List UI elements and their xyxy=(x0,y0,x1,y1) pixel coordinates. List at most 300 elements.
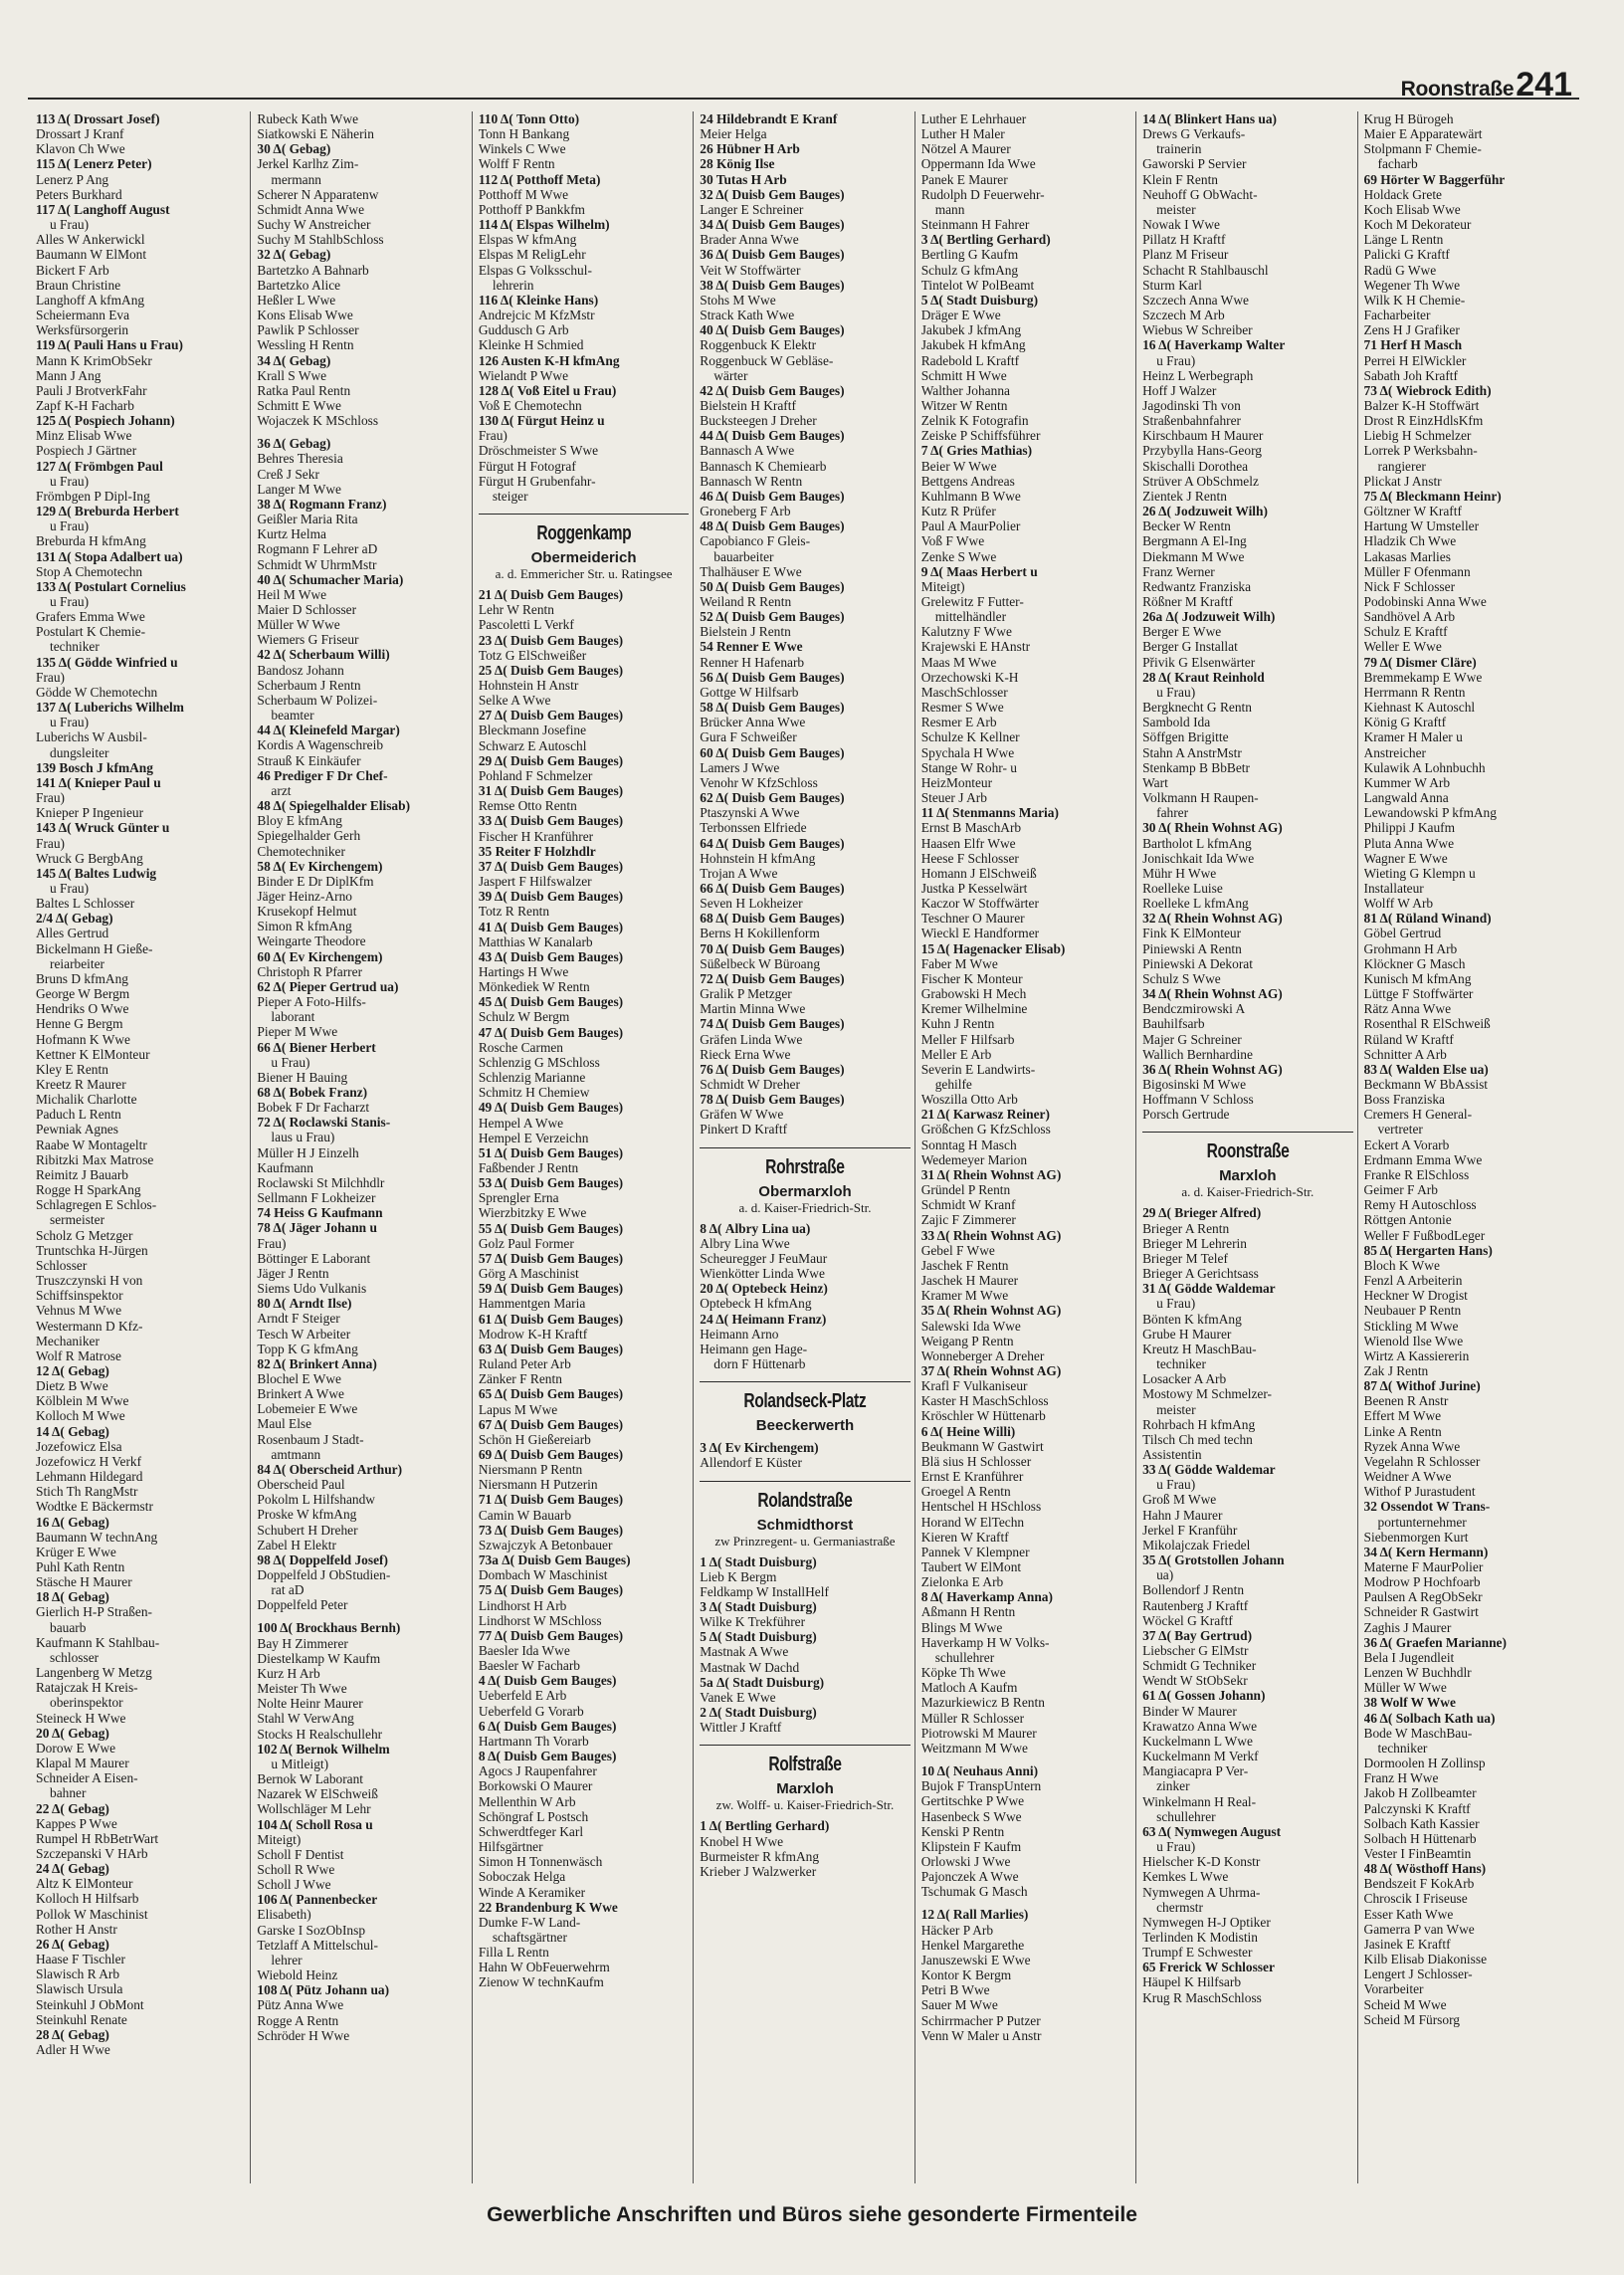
directory-entry: Jagodinski Th von xyxy=(1142,397,1241,413)
directory-entry: Bollendorf J Rentn xyxy=(1142,1582,1245,1598)
directory-entry: 8 Δ( Albry Lina ua) xyxy=(700,1220,811,1236)
directory-entry: 53 Δ( Duisb Gem Bauges) xyxy=(478,1175,624,1191)
directory-entry: Gräfen W Wwe xyxy=(700,1107,784,1123)
directory-entry: Linke A Rentn xyxy=(1363,1423,1442,1439)
directory-entry: 20 Δ( Optebeck Heinz) xyxy=(700,1281,828,1297)
directory-entry: 44 Δ( Duisb Gem Bauges) xyxy=(700,428,845,444)
directory-entry: beamter xyxy=(271,708,314,724)
directory-entry: Martin Minna Wwe xyxy=(700,1001,806,1017)
directory-entry: 28 König Ilse xyxy=(700,156,775,172)
directory-entry: Vanek E Wwe xyxy=(700,1689,776,1705)
directory-entry: Solbach Kath Kassier xyxy=(1363,1815,1480,1831)
directory-entry: Rautenberg J Kraftf xyxy=(1142,1597,1249,1613)
directory-entry: Meister Th Wwe xyxy=(257,1681,347,1697)
directory-entry: Wiemers G Friseur xyxy=(257,632,359,648)
directory-entry: Berger E Wwe xyxy=(1142,624,1222,640)
directory-entry: Lobemeier E Wwe xyxy=(257,1401,358,1417)
directory-entry: Paulsen A RegObSekr xyxy=(1363,1589,1483,1605)
directory-entry: Pospiech J Gärtner xyxy=(36,443,137,459)
directory-entry: Mechaniker xyxy=(36,1333,100,1348)
directory-entry xyxy=(257,1612,467,1620)
directory-entry: Kalutzny F Wwe xyxy=(920,624,1012,640)
directory-entry: Kummer W Arb xyxy=(1363,774,1451,790)
directory-entry: Behres Theresia xyxy=(257,451,343,467)
directory-entry: Kuhn J Rentn xyxy=(920,1016,995,1032)
directory-entry: Biener H Bauing xyxy=(257,1069,348,1085)
street-location-note: a. d. Emmericher Str. u. Ratingsee xyxy=(495,566,673,582)
directory-entry: u Frau) xyxy=(50,594,90,609)
directory-entry: Bujok F TranspUntern xyxy=(920,1778,1042,1794)
directory-entry: Pollok W Maschinist xyxy=(36,1906,148,1922)
directory-entry: Peters Burkhard xyxy=(36,186,122,202)
street-section-header xyxy=(700,1745,910,1812)
directory-entry: lehrerin xyxy=(492,277,534,293)
directory-entry: 36 Δ( Rhein Wohnst AG) xyxy=(1142,1061,1283,1077)
directory-entry: Gräfen Linda Wwe xyxy=(700,1031,803,1047)
directory-entry: 130 Δ( Fürgut Heinz u xyxy=(478,413,605,429)
directory-entry: Lakasas Marlies xyxy=(1363,548,1451,564)
directory-entry: Haasen Elfr Wwe xyxy=(920,835,1016,851)
directory-entry: 37 Δ( Rhein Wohnst AG) xyxy=(920,1362,1062,1378)
directory-entry: Henkel Margarethe xyxy=(920,1937,1025,1953)
directory-entry: Remy H Autoschloss xyxy=(1363,1197,1477,1213)
directory-entry: 62 Δ( Duisb Gem Bauges) xyxy=(700,790,845,806)
directory-entry: Beckmann W BbAssist xyxy=(1363,1077,1489,1092)
directory-entry: 14 Δ( Gebag) xyxy=(36,1423,109,1439)
directory-entry: Lüttge F Stoffwärter xyxy=(1363,986,1474,1002)
directory-entry: Palczynski K Kraftf xyxy=(1363,1800,1471,1816)
directory-entry: Müller H J Einzelh xyxy=(257,1144,359,1160)
directory-entry: 72 Δ( Roclawski Stanis- xyxy=(257,1115,391,1131)
directory-entry: 75 Δ( Duisb Gem Bauges) xyxy=(478,1582,624,1598)
directory-entry: HeizMonteur xyxy=(920,774,993,790)
directory-entry: 9 Δ( Maas Herbert u xyxy=(920,563,1038,579)
directory-entry: Bergknecht G Rentn xyxy=(1142,700,1252,716)
directory-entry: 2 Δ( Stadt Duisburg) xyxy=(700,1705,817,1721)
directory-entry: 36 Δ( Gebag) xyxy=(257,436,331,452)
directory-entry: Jäger Heinz-Arno xyxy=(257,888,352,904)
directory-entry xyxy=(921,1899,1131,1907)
directory-entry: Bloch K Wwe xyxy=(1363,1257,1440,1273)
directory-entry: Schmidt G Techniker xyxy=(1142,1658,1257,1674)
directory-entry: 34 Δ( Gebag) xyxy=(257,352,331,368)
directory-entry: u Frau) xyxy=(50,217,90,233)
directory-entry: Baesler W Facharb xyxy=(478,1658,580,1674)
directory-entry: Lehmann Hildegard xyxy=(36,1469,143,1485)
directory-entry: 69 Δ( Duisb Gem Bauges) xyxy=(478,1446,624,1462)
directory-entry: techniker xyxy=(1156,1356,1206,1372)
directory-entry: Süßelbeck W Büroang xyxy=(700,955,821,971)
directory-entry: Schneider A Eisen- xyxy=(36,1770,138,1786)
directory-entry: Modrow P Hochfoarb xyxy=(1363,1574,1481,1590)
directory-entry: Schacht R Stahlbauschl xyxy=(1142,262,1269,278)
directory-entry: 20 Δ( Gebag) xyxy=(36,1725,109,1741)
directory-entry: 100 Δ( Brockhaus Bernh) xyxy=(257,1620,401,1636)
directory-entry: bauarbeiter xyxy=(713,548,774,564)
directory-entry: Wolff W Arb xyxy=(1363,896,1434,912)
directory-entry: Langwald Anna xyxy=(1363,790,1449,806)
directory-entry: Brieger M Lehrerin xyxy=(1142,1235,1247,1251)
directory-entry: Strack Kath Wwe xyxy=(700,308,795,323)
running-head-street: Roonstraße xyxy=(1400,78,1515,101)
directory-entry: Mikolajczak Friedel xyxy=(1142,1537,1251,1552)
directory-entry: Fischer H Kranführer xyxy=(478,828,594,844)
directory-entry: 6 Δ( Duisb Gem Bauges) xyxy=(478,1718,617,1734)
directory-entry: Müller W Wwe xyxy=(1363,1680,1447,1696)
directory-entry: schlosser xyxy=(50,1649,100,1665)
directory-entry: George W Bergm xyxy=(36,986,130,1002)
directory-entry: Proske W kfmAng xyxy=(257,1507,357,1523)
directory-entry: 22 Brandenburg K Wwe xyxy=(478,1899,618,1915)
directory-entry: Niersmann P Rentn xyxy=(478,1462,583,1478)
directory-entry: Knieper P Ingenieur xyxy=(36,805,144,821)
directory-entry: Pauli J BrotverkFahr xyxy=(36,382,147,398)
directory-entry: 74 Heiss G Kaufmann xyxy=(257,1205,383,1221)
directory-entry: Christoph R Pfarrer xyxy=(257,963,363,979)
directory-entry: Doppelfeld J ObStudien- xyxy=(257,1567,391,1582)
directory-entry: Schön H Gießereiarb xyxy=(478,1431,591,1447)
directory-entry: Gertitschke P Wwe xyxy=(920,1793,1025,1809)
directory-entry: Kons Elisab Wwe xyxy=(257,308,353,323)
directory-entry: Taubert W ElMont xyxy=(920,1559,1022,1574)
directory-entry: Krug R MaschSchloss xyxy=(1142,1989,1262,2005)
directory-entry: Garske I SozObInsp xyxy=(257,1922,366,1938)
directory-entry: Anstreicher xyxy=(1363,744,1426,760)
directory-entry: Roggenbuck K Elektr xyxy=(700,337,817,353)
directory-entry: Schmidt W Dreher xyxy=(700,1077,800,1092)
directory-entry: Tetzlaff A Mittelschul- xyxy=(257,1937,378,1953)
directory-entry: Elspas G Volksschul- xyxy=(478,262,592,278)
directory-entry: Scherbaum W Polizei- xyxy=(257,692,378,708)
directory-entry: Ruland Peter Arb xyxy=(478,1356,571,1372)
directory-entry: Pawlik P Schlosser xyxy=(257,322,359,338)
directory-entry: Renner H Hafenarb xyxy=(700,654,805,670)
directory-entry: Schulz G kfmAng xyxy=(920,262,1019,278)
directory-entry: Wagner E Wwe xyxy=(1363,850,1448,866)
directory-entry: 66 Δ( Biener Herbert xyxy=(257,1039,376,1055)
directory-entry: Panek E Maurer xyxy=(920,171,1008,187)
directory-entry: 41 Δ( Duisb Gem Bauges) xyxy=(478,919,624,934)
directory-entry: Heinz L Werbegraph xyxy=(1142,367,1254,383)
directory-entry: Elspas W kfmAng xyxy=(478,232,577,248)
directory-entry: Cremers H General- xyxy=(1363,1107,1473,1123)
street-section-header xyxy=(479,514,689,581)
directory-entry: u Mitleigt) xyxy=(271,1756,329,1771)
directory-entry: Zak J Rentn xyxy=(1363,1362,1429,1378)
directory-entry: Erdmann Emma Wwe xyxy=(1363,1151,1483,1167)
directory-entry: Breburda H kfmAng xyxy=(36,533,146,549)
directory-entry: 12 Δ( Gebag) xyxy=(36,1362,109,1378)
directory-entry: Köpke Th Wwe xyxy=(920,1665,1006,1681)
directory-entry: Szwajczyk A Betonbauer xyxy=(478,1537,613,1552)
directory-entry: Klipstein F Kaufm xyxy=(920,1838,1022,1854)
directory-entry: 5 Δ( Stadt Duisburg) xyxy=(700,1629,817,1645)
directory-entry: 71 Δ( Duisb Gem Bauges) xyxy=(478,1492,624,1508)
directory-entry: Krüger E Wwe xyxy=(36,1544,116,1559)
directory-entry: Mastnak A Wwe xyxy=(700,1644,789,1660)
directory-entry: Nötzel A Maurer xyxy=(920,141,1011,157)
directory-entry: 73a Δ( Duisb Gem Bauges) xyxy=(478,1552,631,1568)
directory-entry: 4 Δ( Duisb Gem Bauges) xyxy=(478,1673,617,1689)
directory-entry: Stolpmann F Chemie- xyxy=(1363,141,1482,157)
directory-entry: Ernst E Kranführer xyxy=(920,1469,1024,1485)
directory-entry: 8 Δ( Haverkamp Anna) xyxy=(920,1589,1053,1605)
directory-entry: Petri B Wwe xyxy=(920,1982,990,1998)
directory-entry: 85 Δ( Hergarten Hans) xyxy=(1363,1242,1493,1258)
directory-entry: Brücker Anna Wwe xyxy=(700,715,806,730)
directory-entry: Strüver A ObSchmelz xyxy=(1142,473,1259,489)
directory-entry: Salewski Ida Wwe xyxy=(920,1318,1021,1334)
directory-entry: Söffgen Brigitte xyxy=(1142,729,1229,745)
directory-entry: 66 Δ( Duisb Gem Bauges) xyxy=(700,880,845,896)
directory-entry: 31 Δ( Duisb Gem Bauges) xyxy=(478,783,624,799)
directory-entry: Bartetzko A Bahnarb xyxy=(257,262,369,278)
directory-entry: Röttgen Antonie xyxy=(1363,1212,1452,1228)
directory-entry: techniker xyxy=(1377,1740,1428,1756)
directory-entry: Bay H Zimmerer xyxy=(257,1635,348,1651)
directory-entry: Jaspert F Hilfswalzer xyxy=(478,874,592,890)
directory-entry: 131 Δ( Stopa Adalbert ua) xyxy=(36,548,183,564)
directory-entry: 29 Δ( Duisb Gem Bauges) xyxy=(478,752,624,768)
directory-entry: Piniewski A Dekorat xyxy=(1142,955,1253,971)
directory-entry: Suchy W Anstreicher xyxy=(257,217,371,233)
directory-entry: Balzer K-H Stoffwärt xyxy=(1363,397,1480,413)
directory-entry: 23 Δ( Duisb Gem Bauges) xyxy=(478,632,624,648)
directory-entry: Frau) xyxy=(257,1235,287,1251)
directory-entry: Grelewitz F Futter- xyxy=(920,594,1024,609)
directory-entry xyxy=(257,428,467,436)
directory-entry: 75 Δ( Bleckmann Heinr) xyxy=(1363,488,1502,504)
directory-entry: 102 Δ( Bernok Wilhelm xyxy=(257,1741,390,1757)
directory-entry: Veit W Stoffwärter xyxy=(700,262,801,278)
directory-entry: Hartmann Th Vorarb xyxy=(478,1733,589,1749)
directory-entry: Holdack Grete xyxy=(1363,186,1442,202)
directory-entry: Seven H Lokheizer xyxy=(700,896,803,912)
directory-entry: Horand W ElTechn xyxy=(920,1514,1025,1530)
directory-entry: Hempel A Wwe xyxy=(478,1115,564,1131)
directory-entry: Stenkamp B BbBetr xyxy=(1142,759,1250,775)
directory-entry: Wirtz A Kassiererin xyxy=(1363,1347,1470,1363)
directory-entry: 28 Δ( Gebag) xyxy=(36,2026,109,2042)
directory-entry: 22 Δ( Gebag) xyxy=(36,1800,109,1816)
directory-entry: 135 Δ( Gödde Winfried u xyxy=(36,654,178,670)
street-title: Roonstraße xyxy=(1206,1140,1290,1163)
directory-entry: 30 Δ( Rhein Wohnst AG) xyxy=(1142,820,1283,836)
directory-entry: 38 Wolf W Wwe xyxy=(1363,1695,1456,1711)
directory-entry: Sturm Karl xyxy=(1142,277,1202,293)
directory-entry: Weigang P Rentn xyxy=(920,1333,1014,1348)
directory-entry: Oppermann Ida Wwe xyxy=(920,156,1036,172)
directory-entry: Slawisch Ursula xyxy=(36,1981,123,1997)
directory-entry: Wart xyxy=(1142,774,1168,790)
directory-entry: Wojaczek K MSchloss xyxy=(257,413,379,429)
column-2 xyxy=(250,111,471,2183)
directory-entry: Schneider R Gastwirt xyxy=(1363,1604,1479,1620)
directory-entry: sermeister xyxy=(50,1212,105,1228)
directory-entry: Piotrowski M Maurer xyxy=(920,1725,1037,1741)
directory-entry: Totz G ElSchweißer xyxy=(478,647,587,663)
directory-entry: Matloch A Kaufm xyxy=(920,1680,1018,1696)
directory-entry: Simon H Tonnenwäsch xyxy=(478,1854,603,1870)
directory-entry: 59 Δ( Duisb Gem Bauges) xyxy=(478,1281,624,1297)
directory-entry: steiger xyxy=(492,488,528,504)
street-location-note: zw. Wolff- u. Kaiser-Friedrich-Str. xyxy=(715,1797,895,1813)
directory-entry: Scheid M Fürsorg xyxy=(1363,2011,1460,2027)
directory-entry: 143 Δ( Wruck Günter u xyxy=(36,820,170,836)
directory-entry: Gaworski P Servier xyxy=(1142,156,1247,172)
directory-entry: Jakubek J kfmAng xyxy=(920,322,1022,338)
directory-entry: Bergmann A El-Ing xyxy=(1142,533,1247,549)
directory-entry: Rohrbach H kfmAng xyxy=(1142,1416,1256,1432)
directory-entry: oberinspektor xyxy=(50,1695,123,1711)
directory-entry: Bloy E kfmAng xyxy=(257,813,342,829)
directory-entry: Groegel A Rentn xyxy=(920,1484,1011,1500)
directory-entry: Schmitt H Wwe xyxy=(920,367,1007,383)
directory-entry: Rosenthal R ElSchweiß xyxy=(1363,1016,1491,1032)
directory-entry: Feldkamp W InstallHelf xyxy=(700,1583,829,1599)
directory-entry: vertreter xyxy=(1377,1122,1423,1138)
directory-entry: 110 Δ( Tonn Otto) xyxy=(478,111,580,126)
directory-entry: Nolte Heinr Maurer xyxy=(257,1696,363,1712)
directory-entry: 112 Δ( Potthoff Meta) xyxy=(478,171,601,187)
directory-entry: Roelleke L kfmAng xyxy=(1142,896,1249,912)
directory-entry: 46 Δ( Duisb Gem Bauges) xyxy=(700,488,845,504)
directory-entry: Bleckmann Josefine xyxy=(478,723,587,738)
directory-entry: 65 Δ( Duisb Gem Bauges) xyxy=(478,1386,624,1402)
directory-entry: Eckert A Vorarb xyxy=(1363,1137,1450,1152)
directory-entry: Jaschek F Rentn xyxy=(920,1257,1009,1273)
directory-entry: 52 Δ( Duisb Gem Bauges) xyxy=(700,609,845,625)
directory-entry: Trumpf E Schwester xyxy=(1142,1945,1253,1961)
directory-entry: Resmer S Wwe xyxy=(920,700,1004,716)
directory-entry: Guddusch G Arb xyxy=(478,322,569,338)
directory-entry: Puhl Kath Rentn xyxy=(36,1559,125,1574)
directory-entry: Bickelmann H Gieße- xyxy=(36,940,153,956)
directory-entry: 47 Δ( Duisb Gem Bauges) xyxy=(478,1024,624,1040)
directory-entry: Bertling G Kaufm xyxy=(920,247,1019,263)
directory-entry: Diekmann M Wwe xyxy=(1142,548,1245,564)
directory-entry: Maier D Schlosser xyxy=(257,602,357,617)
directory-entry: Fürgut H Grubenfahr- xyxy=(478,473,596,489)
directory-entry: Hohnstein H Anstr xyxy=(478,678,579,693)
directory-entry: 40 Δ( Duisb Gem Bauges) xyxy=(700,322,845,338)
directory-entry: Losacker A Arb xyxy=(1142,1371,1227,1387)
directory-entry: Michalik Charlotte xyxy=(36,1092,137,1108)
directory-entry: Grafers Emma Wwe xyxy=(36,609,145,625)
directory-entry: 1 Δ( Stadt Duisburg) xyxy=(700,1553,817,1569)
directory-entry: Hohnstein H kfmAng xyxy=(700,850,816,866)
directory-entry: Baesler Ida Wwe xyxy=(478,1643,570,1658)
directory-entry: Pluta Anna Wwe xyxy=(1363,835,1455,851)
directory-entry: Podobinski Anna Wwe xyxy=(1363,594,1487,609)
directory-entry: 46 Δ( Solbach Kath ua) xyxy=(1363,1710,1496,1726)
directory-entry: 34 Δ( Kern Hermann) xyxy=(1363,1544,1489,1559)
directory-entry: Meller E Arb xyxy=(920,1046,992,1062)
directory-entry: Alles W Ankerwickl xyxy=(36,232,145,248)
directory-entry: 87 Δ( Withof Jurine) xyxy=(1363,1378,1481,1394)
directory-entry: Bendszeit F KokArb xyxy=(1363,1876,1475,1892)
directory-entry: Bickert F Arb xyxy=(36,262,109,278)
directory-entry: Zeiske P Schiffsführer xyxy=(920,428,1041,444)
directory-entry: 48 Δ( Duisb Gem Bauges) xyxy=(700,518,845,534)
directory-entry: Pohland F Schmelzer xyxy=(478,767,593,783)
directory-entry: Majer G Schreiner xyxy=(1142,1031,1242,1047)
directory-entry: Jerkel F Kranführ xyxy=(1142,1522,1238,1538)
directory-entry: Steinmann H Fahrer xyxy=(920,217,1030,233)
directory-entry: 133 Δ( Postulart Cornelius xyxy=(36,578,186,594)
directory-entry: 60 Δ( Ev Kirchengem) xyxy=(257,948,383,964)
directory-entry: lehrer xyxy=(271,1952,303,1967)
directory-entry: Alles Gertrud xyxy=(36,926,109,941)
directory-entry: Jakob H Zollbeamter xyxy=(1363,1785,1477,1801)
directory-entry: Wöckel G Kraftf xyxy=(1142,1612,1233,1628)
directory-entry: Strauß K Einkäufer xyxy=(257,752,361,768)
directory-entry: 50 Δ( Duisb Gem Bauges) xyxy=(700,578,845,594)
directory-entry: Beier W Wwe xyxy=(920,458,997,474)
directory-entry: Stocks H Realschullehr xyxy=(257,1726,383,1742)
directory-entry: Tschumak G Masch xyxy=(920,1884,1028,1900)
directory-entry: Görg A Maschinist xyxy=(478,1266,579,1282)
directory-entry: Jakubek H kfmAng xyxy=(920,337,1026,353)
directory-entry: 70 Δ( Duisb Gem Bauges) xyxy=(700,940,845,956)
directory-entry: Allendorf E Küster xyxy=(700,1455,802,1471)
directory-entry: 45 Δ( Duisb Gem Bauges) xyxy=(478,994,624,1010)
directory-entry: Vester I FinBeamtin xyxy=(1363,1845,1472,1861)
directory-entry: Brieger A Rentn xyxy=(1142,1220,1230,1236)
directory-entry: Luberichs W Ausbil- xyxy=(36,729,147,745)
directory-entry: Scheuregger J FeuMaur xyxy=(700,1250,828,1266)
directory-entry: bahner xyxy=(50,1785,87,1801)
directory-entry: Hoff J Walzer xyxy=(1142,382,1217,398)
directory-entry: Lindhorst H Arb xyxy=(478,1597,567,1613)
directory-entry: Hammentgen Maria xyxy=(478,1296,586,1312)
directory-entry: Tonn H Bankang xyxy=(478,126,570,142)
directory-entry: Schnitter A Arb xyxy=(1363,1046,1447,1062)
directory-entry: Bannasch A Wwe xyxy=(700,443,795,459)
directory-entry: Pütz Anna Wwe xyxy=(257,1997,344,2013)
directory-entry: Werksfürsorgerin xyxy=(36,322,129,338)
directory-entry: 30 Δ( Gebag) xyxy=(257,141,331,157)
directory-entry: Rosenbaum J Stadt- xyxy=(257,1431,364,1447)
directory-entry: ua) xyxy=(1156,1567,1174,1583)
directory-entry: Voß F Wwe xyxy=(920,533,985,549)
directory-entry: Mostowy M Schmelzer- xyxy=(1142,1386,1273,1402)
directory-entry: Schmidt W Kranf xyxy=(920,1197,1016,1213)
directory-entry: Hielscher K-D Konstr xyxy=(1142,1854,1261,1870)
directory-entry: Lorrek P Werksbahn- xyxy=(1363,443,1478,459)
directory-entry: Klapal M Maurer xyxy=(36,1756,129,1771)
directory-entry: Fink K ElMonteur xyxy=(1142,926,1242,941)
directory-entry: Wilk K H Chemie- xyxy=(1363,292,1466,308)
directory-entry: Esser Kath Wwe xyxy=(1363,1906,1454,1922)
directory-entry: 1 Δ( Bertling Gerhard) xyxy=(700,1818,830,1834)
directory-entry: Kordis A Wagenschreib xyxy=(257,737,384,753)
directory-entry: Suchy M StahlbSchloss xyxy=(257,232,384,248)
directory-entry: Simon R kfmAng xyxy=(257,919,352,934)
directory-entry: Installateur xyxy=(1363,880,1424,896)
directory-entry: Boss Franziska xyxy=(1363,1092,1445,1108)
directory-entry: Binder W Maurer xyxy=(1142,1703,1237,1719)
directory-entry: arzt xyxy=(271,782,292,798)
directory-entry: 137 Δ( Luberichs Wilhelm xyxy=(36,700,184,716)
directory-entry: Schulz E Kraftf xyxy=(1363,624,1448,640)
directory-entry: Capobianco F Gleis- xyxy=(700,533,811,549)
directory-entry: Scholl F Dentist xyxy=(257,1846,344,1862)
directory-entry: Bielstein J Rentn xyxy=(700,624,791,640)
directory-entry: meister xyxy=(1156,201,1196,217)
directory-entry: Piniewski A Rentn xyxy=(1142,940,1242,956)
directory-entry: Kuckelmann M Verkf xyxy=(1142,1749,1259,1764)
